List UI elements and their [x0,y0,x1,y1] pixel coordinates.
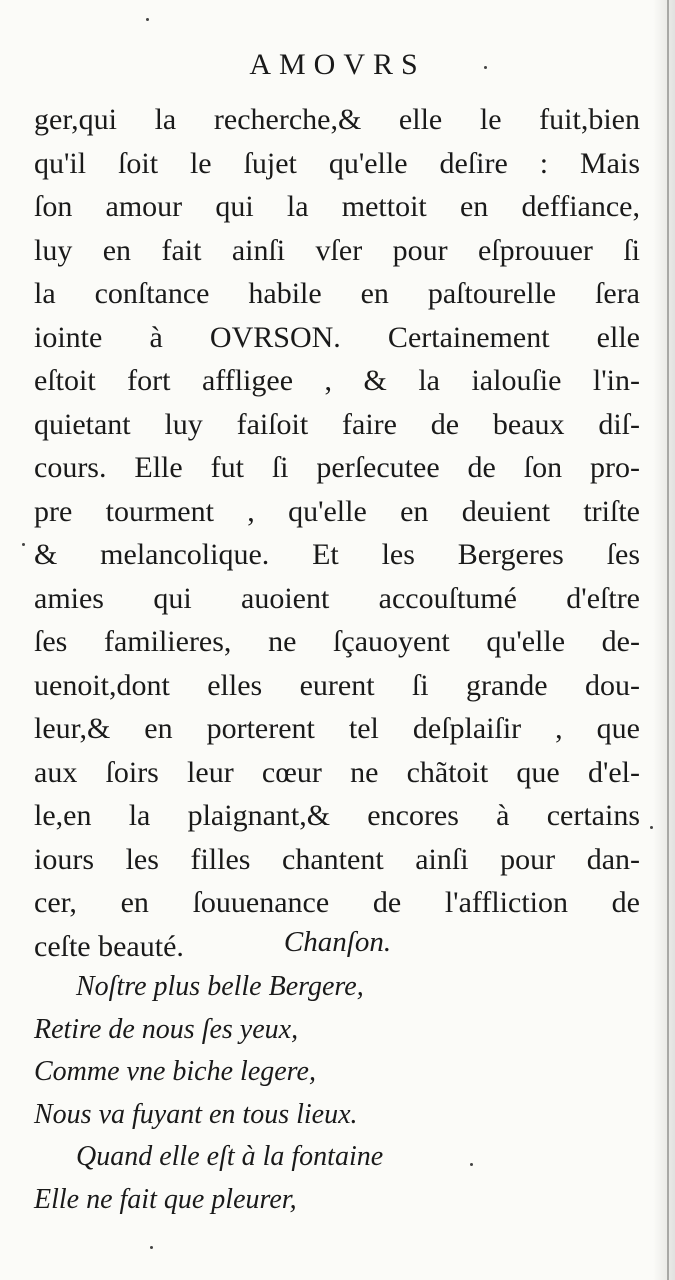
running-head: AMOVRS [249,48,426,81]
prose-line: eſtoit fort affligee , & la ialouſie l'in- [34,364,640,397]
song-heading: Chanſon. [283,926,392,958]
verse-line: Quand elle eſt à la fontaine [76,1141,384,1172]
prose-block [34,98,640,968]
prose-line: la conſtance habile en paſtourelle ſera [34,277,640,310]
prose-line: pre tourment , qu'elle en deuient triſte [34,494,640,528]
prose-line: iointe à OVRSON. Certainement elle [34,320,640,354]
prose-line: leur,& en porterent tel deſplaiſir , que [34,712,640,745]
paper-speck [484,66,487,69]
prose-line: luy en fait ainſi vſer pour eſprouuer ſi [34,233,640,267]
paper-speck [150,1246,153,1249]
verse-line: Nous va fuyant en tous lieux. [34,1098,358,1130]
paper-speck [650,826,653,829]
paper-speck [470,1163,473,1166]
prose-line: cer, en ſouuenance de l'affliction de [34,886,640,919]
verse-line: Comme vne biche legere, [34,1056,316,1087]
page-gutter-shadow [653,0,675,1280]
prose-line: iours les filles chantent ainſi pour dan- [34,842,640,876]
prose-line: ſon amour qui la mettoit en deffiance, [34,190,640,223]
verse-line: Elle ne fait que pleurer, [34,1183,297,1215]
paper-speck [22,543,25,546]
prose-line: quietant luy faiſoit faire de beaux diſ- [34,407,640,441]
prose-line: ceſte beauté. [34,929,184,963]
prose-line: uenoit,dont elles eurent ſi grande dou- [34,668,640,702]
prose-line: le,en la plaignant,& encores à certains [34,799,640,832]
prose-line: cours. Elle fut ſi perſecutee de ſon pro- [34,451,640,484]
paper-speck [146,18,149,21]
verse-block [34,966,654,1221]
prose-line: ſes familieres, ne ſçauoyent qu'elle de- [34,625,640,658]
verse-line: Retire de nous ſes yeux, [34,1013,299,1045]
page-gutter-line [667,0,669,1280]
prose-line: & melancolique. Et les Bergeres ſes [34,538,640,571]
prose-line: amies qui auoient accouſtumé d'eſtre [34,581,640,615]
prose-line: qu'il ſoit le ſujet qu'elle deſire : Mais [34,146,640,180]
prose-line: ger,qui la recherche,& elle le fuit,bien [34,103,640,136]
prose-line: aux ſoirs leur cœur ne chãtoit que d'el- [34,755,640,789]
verse-line: Noſtre plus belle Bergere, [76,971,364,1002]
